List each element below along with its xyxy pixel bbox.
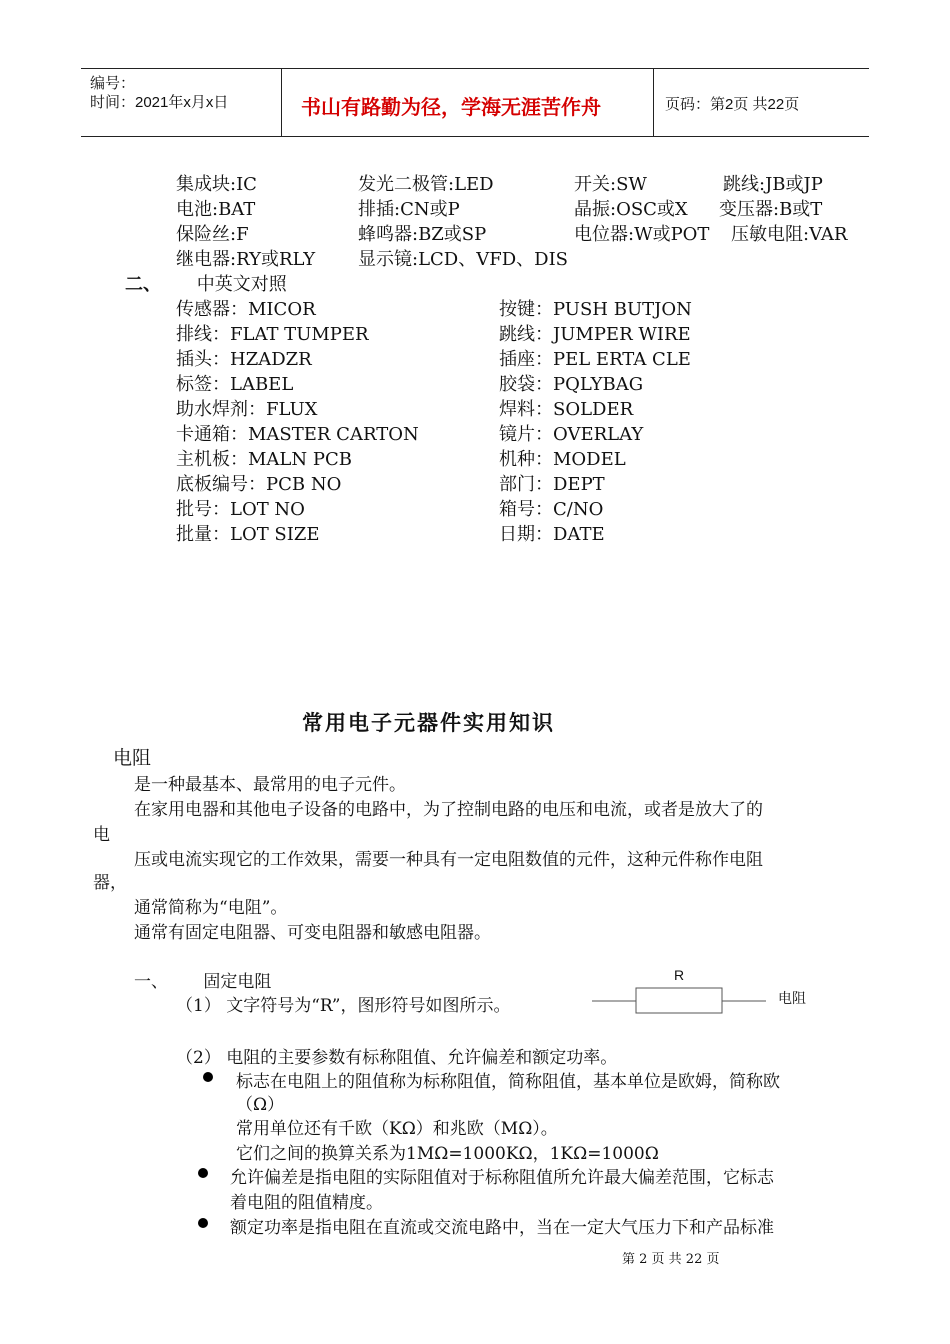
glossary-item: 排线：FLAT TUMPER bbox=[176, 324, 369, 345]
header-motto: 书山有路勤为径，学海无涯苦作舟 bbox=[301, 95, 601, 119]
bullet-dot bbox=[198, 1218, 208, 1228]
glossary-item: 跳线：JUMPER WIRE bbox=[499, 324, 691, 345]
symbol-cell: 集成块:IC bbox=[176, 174, 257, 195]
bullet-line: 它们之间的换算关系为1MΩ=1000KΩ，1KΩ=1000Ω bbox=[236, 1144, 659, 1164]
symbol-cell: 继电器:RY或RLY bbox=[176, 249, 316, 270]
glossary-item: 部门：DEPT bbox=[499, 474, 605, 495]
resistor-heading: 电阻 bbox=[113, 747, 152, 769]
symbol-cell: 跳线:JB或JP bbox=[723, 174, 823, 195]
glossary-item: 箱号：C/NO bbox=[499, 499, 604, 520]
glossary-item: 插座：PEL ERTA CLE bbox=[499, 349, 691, 370]
article-title: 常用电子元器件实用知识 bbox=[302, 711, 555, 735]
symbol-cell: 保险丝:F bbox=[176, 224, 249, 245]
subsection-title: 固定电阻 bbox=[203, 972, 272, 992]
bullet-line: 着电阻的阻值精度。 bbox=[230, 1193, 383, 1213]
bullet-line: （Ω） bbox=[236, 1095, 285, 1115]
page-header bbox=[81, 68, 869, 137]
glossary-item: 标签：LABEL bbox=[176, 374, 294, 395]
glossary-item: 按键：PUSH BUTJON bbox=[499, 299, 692, 320]
symbol-cell: 蜂鸣器:BZ或SP bbox=[358, 224, 487, 245]
intro-line: 器， bbox=[93, 873, 127, 893]
symbol-cell: 电位器:W或POT bbox=[574, 224, 710, 245]
item-one: （1） 文字符号为“R”，图形符号如图所示。 bbox=[176, 996, 511, 1016]
symbol-cell: 开关:SW bbox=[574, 174, 647, 195]
resistor-symbol-letter: R bbox=[674, 967, 685, 983]
bullet-line: 允许偏差是指电阻的实际阻值对于标称阻值所允许最大偏差范围，它标志 bbox=[230, 1168, 774, 1188]
symbol-cell: 压敏电阻:VAR bbox=[731, 224, 848, 245]
header-divider bbox=[281, 69, 282, 136]
subsection-number: 一、 bbox=[134, 972, 168, 992]
symbol-cell: 发光二极管:LED bbox=[358, 174, 494, 195]
glossary-item: 胶袋：PQLYBAG bbox=[499, 374, 644, 395]
symbol-cell: 晶振:OSC或X bbox=[574, 199, 688, 220]
bullet-dot bbox=[203, 1072, 213, 1082]
page-footer: 第 2 页 共 22 页 bbox=[622, 1252, 720, 1267]
resistor-symbol-icon bbox=[592, 985, 768, 1017]
bullet-line: 标志在电阻上的阻值称为标称阻值，简称阻值，基本单位是欧姆，简称欧 bbox=[236, 1072, 780, 1092]
glossary-item: 助水焊剂：FLUX bbox=[176, 399, 318, 420]
glossary-item: 机种：MODEL bbox=[499, 449, 626, 470]
symbol-cell: 显示镜:LCD、VFD、DIS bbox=[358, 249, 569, 270]
document-time: 时间：2021年x月x日 bbox=[90, 94, 229, 111]
bullet-line: 常用单位还有千欧（KΩ）和兆欧（MΩ）。 bbox=[236, 1119, 558, 1139]
bullet-dot bbox=[198, 1168, 208, 1178]
intro-line: 压或电流实现它的工作效果，需要一种具有一定电阻数值的元件，这种元件称作电阻 bbox=[134, 850, 763, 870]
glossary-item: 底板编号：PCB NO bbox=[176, 474, 342, 495]
bullet-line: 额定功率是指电阻在直流或交流电路中，当在一定大气压力下和产品标准 bbox=[230, 1218, 774, 1238]
resistor-symbol-caption: 电阻 bbox=[778, 990, 806, 1006]
symbol-cell: 排插:CN或P bbox=[358, 199, 460, 220]
item-two: （2） 电阻的主要参数有标称阻值、允许偏差和额定功率。 bbox=[176, 1048, 618, 1068]
glossary-item: 批号：LOT NO bbox=[176, 499, 305, 520]
intro-line: 电 bbox=[93, 825, 110, 845]
section-two-heading bbox=[125, 270, 287, 296]
intro-line: 在家用电器和其他电子设备的电路中，为了控制电路的电压和电流，或者是放大了的 bbox=[134, 800, 763, 820]
glossary-item: 插头：HZADZR bbox=[176, 349, 312, 370]
document-code-label: 编号： bbox=[90, 75, 136, 92]
glossary-item: 主机板：MALN PCB bbox=[176, 449, 352, 470]
fixed-resistor-heading bbox=[134, 967, 271, 992]
glossary-item: 批量：LOT SIZE bbox=[176, 524, 320, 545]
symbol-cell: 变压器:B或T bbox=[719, 199, 823, 220]
glossary-item: 镜片：OVERLAY bbox=[499, 424, 644, 445]
symbol-cell: 电池:BAT bbox=[176, 199, 256, 220]
glossary-item: 传感器：MICOR bbox=[176, 299, 316, 320]
intro-line: 是一种最基本、最常用的电子元件。 bbox=[134, 775, 406, 795]
glossary-item: 卡通箱：MASTER CARTON bbox=[176, 424, 419, 445]
header-page-info: 页码：第2页 共22页 bbox=[665, 96, 800, 113]
glossary-item: 焊料：SOLDER bbox=[499, 399, 634, 420]
header-divider bbox=[653, 69, 654, 136]
intro-line: 通常有固定电阻器、可变电阻器和敏感电阻器。 bbox=[134, 923, 491, 943]
section-title: 中英文对照 bbox=[196, 274, 287, 295]
section-number: 二、 bbox=[125, 274, 161, 295]
intro-line: 通常简称为“电阻”。 bbox=[134, 898, 288, 918]
glossary-item: 日期：DATE bbox=[499, 524, 605, 545]
